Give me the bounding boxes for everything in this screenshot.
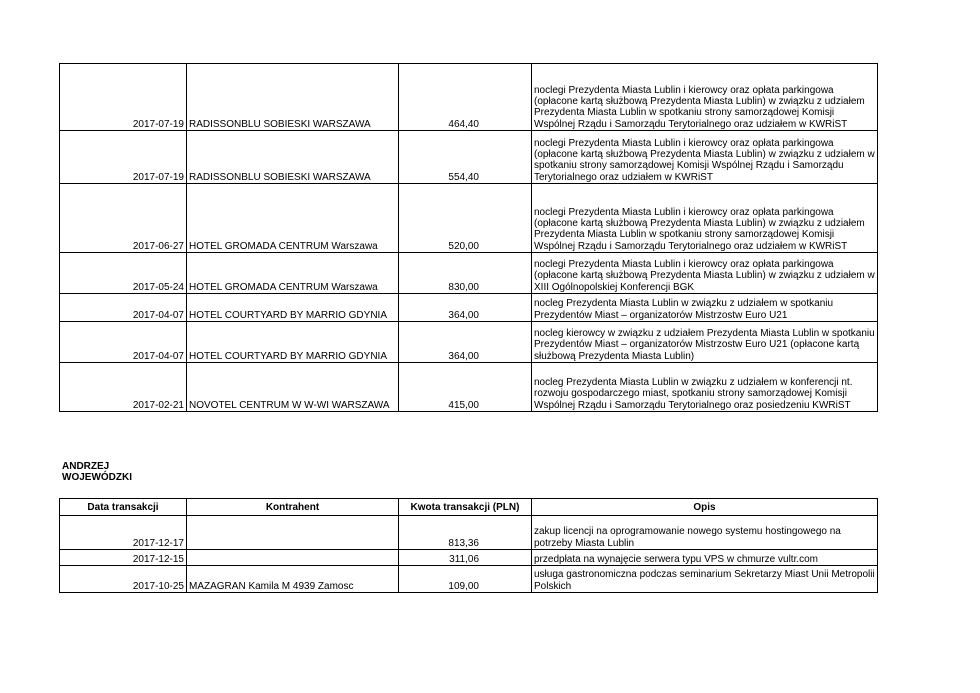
transaction-amount: 109,00 (399, 566, 532, 593)
counterparty (187, 516, 399, 550)
transaction-date: 2017-05-24 (60, 253, 187, 294)
column-header-counterparty: Kontrahent (187, 499, 399, 516)
counterparty (187, 550, 399, 566)
counterparty: HOTEL GROMADA CENTRUM Warszawa (187, 253, 399, 294)
transaction-amount: 415,00 (399, 363, 532, 412)
table-row (60, 363, 878, 412)
cardholder-last-name: WOJEWÓDZKI (62, 472, 132, 483)
transaction-date: 2017-07-19 (60, 64, 187, 131)
transaction-date: 2017-04-07 (60, 294, 187, 322)
counterparty: NOVOTEL CENTRUM W W-WI WARSZAWA (187, 363, 399, 412)
table-row (60, 516, 878, 550)
transaction-date: 2017-06-27 (60, 184, 187, 253)
transaction-amount: 830,00 (399, 253, 532, 294)
transaction-description: noclegi Prezydenta Miasta Lublin i kierowcy oraz opłata parkingowa (opłacone kartą służbową Prezydenta Miasta Lublin) w związku z udziałem w spotkaniu strony samorządowej Komisji Wspólnej Rządu i Samorządu Terytorialnego oraz udziałem w KWRiST (532, 131, 878, 184)
transaction-description: nocleg Prezydenta Miasta Lublin w związku z udziałem w konferencji nt. rozwoju gospodarczego miast, spotkaniu strony samorządowej Komisji Wspólnej Rządu i Samorządu Terytorialnego oraz posiedzeniu KWRiST (532, 363, 878, 412)
transaction-amount: 311,06 (399, 550, 532, 566)
transaction-description: usługa gastronomiczna podczas seminarium Sekretarzy Miast Unii Metropolii Polskich (532, 566, 878, 593)
counterparty: MAZAGRAN Kamila M 4939 Zamosc (187, 566, 399, 593)
table-row (60, 184, 878, 253)
table-row (60, 131, 878, 184)
transaction-description: nocleg kierowcy w związku z udziałem Prezydenta Miasta Lublin w spotkaniu Prezydentów Miast – organizatorów Mistrzostw Euro U21 (opłacone kartą służbową Prezydenta Miasta Lublin) (532, 322, 878, 363)
column-header-date: Data transakcji (60, 499, 187, 516)
transaction-date: 2017-02-21 (60, 363, 187, 412)
transaction-description: zakup licencji na oprogramowanie nowego systemu hostingowego na potrzeby Miasta Lublin (532, 516, 878, 550)
counterparty: HOTEL COURTYARD BY MARRIO GDYNIA (187, 294, 399, 322)
table-row (60, 550, 878, 566)
transaction-amount: 520,00 (399, 184, 532, 253)
transaction-description: przedpłata na wynajęcie serwera typu VPS w chmurze vultr.com (532, 550, 878, 566)
transaction-amount: 554,40 (399, 131, 532, 184)
transactions-table (59, 498, 878, 593)
transaction-amount: 364,00 (399, 294, 532, 322)
table-row (60, 322, 878, 363)
column-header-description: Opis (532, 499, 878, 516)
counterparty: HOTEL COURTYARD BY MARRIO GDYNIA (187, 322, 399, 363)
table-row (60, 253, 878, 294)
transaction-description: noclegi Prezydenta Miasta Lublin i kierowcy oraz opłata parkingowa (opłacone kartą służbową Prezydenta Miasta Lublin) w związku z udziałem w XIII Ogólnopolskiej Konferencji BGK (532, 253, 878, 294)
transaction-amount: 813,36 (399, 516, 532, 550)
transaction-date: 2017-12-15 (60, 550, 187, 566)
transaction-amount: 464,40 (399, 64, 532, 131)
transactions-table-continued (59, 63, 878, 412)
transaction-amount: 364,00 (399, 322, 532, 363)
cardholder-name (62, 461, 132, 483)
transaction-description: nocleg Prezydenta Miasta Lublin w związku z udziałem w spotkaniu Prezydentów Miast – organizatorów Mistrzostw Euro U21 (532, 294, 878, 322)
table-row (60, 566, 878, 593)
counterparty: RADISSONBLU SOBIESKI WARSZAWA (187, 64, 399, 131)
transaction-date: 2017-04-07 (60, 322, 187, 363)
transaction-description: noclegi Prezydenta Miasta Lublin i kierowcy oraz opłata parkingowa (opłacone kartą służbową Prezydenta Miasta Lublin) w związku z udziałem Prezydenta Miasta Lublin w spotkaniu strony samorządowej Komisji Wspólnej Rządu i Samorządu Terytorialnego oraz udziałem w KWRiST (532, 64, 878, 131)
cardholder-first-name: ANDRZEJ (62, 461, 110, 472)
transaction-date: 2017-12-17 (60, 516, 187, 550)
column-header-amount: Kwota transakcji (PLN) (399, 499, 532, 516)
transaction-date: 2017-07-19 (60, 131, 187, 184)
table-row (60, 294, 878, 322)
counterparty: RADISSONBLU SOBIESKI WARSZAWA (187, 131, 399, 184)
transaction-date: 2017-10-25 (60, 566, 187, 593)
counterparty: HOTEL GROMADA CENTRUM Warszawa (187, 184, 399, 253)
table-row (60, 64, 878, 131)
transaction-description: noclegi Prezydenta Miasta Lublin i kierowcy oraz opłata parkingowa (opłacone kartą służbową Prezydenta Miasta Lublin) w związku z udziałem Prezydenta Miasta Lublin w spotkaniu strony samorządowej Komisji Wspólnej Rządu i Samorządu Terytorialnego oraz udziałem w KWRiST (532, 184, 878, 253)
table-header-row (60, 499, 878, 516)
